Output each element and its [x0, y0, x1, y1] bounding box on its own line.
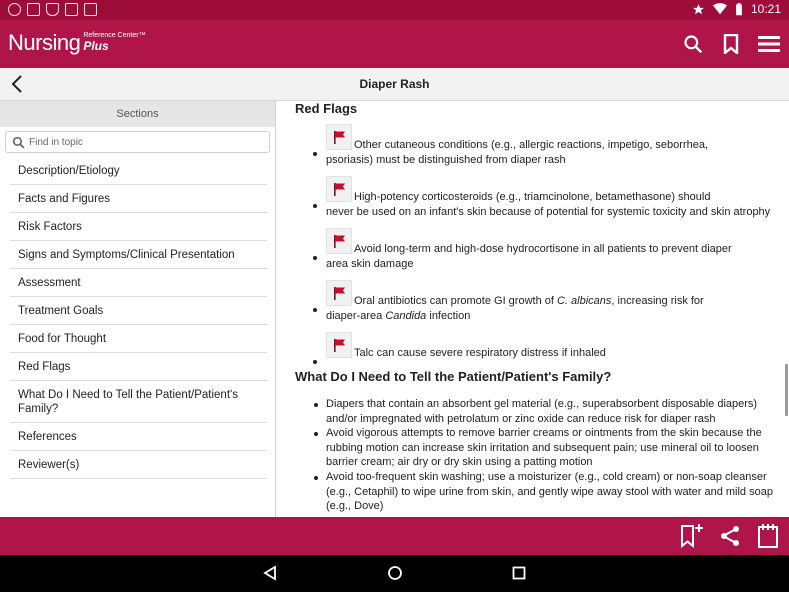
section-item-reviewers[interactable]: Reviewer(s) [10, 451, 267, 479]
sections-header: Sections [0, 101, 275, 127]
red-flag-text-line1: High-potency corticosteroids (e.g., triamcinolone, betamethasone) should [354, 191, 711, 203]
image-icon [27, 3, 40, 16]
clock: 10:21 [750, 2, 781, 16]
section-item-signs-and-symptoms[interactable]: Signs and Symptoms/Clinical Presentation [10, 241, 267, 269]
red-flag-item [295, 124, 783, 168]
red-flag-text-line1: Talc can cause severe respiratory distress if inhaled [354, 347, 606, 359]
section-item-food-for-thought[interactable]: Food for Thought [10, 325, 267, 353]
flag-icon [326, 176, 352, 202]
organism-name: Candida [385, 310, 427, 322]
menu-button[interactable] [757, 32, 781, 56]
brand-sub-top: Reference Center™ [83, 32, 146, 39]
notepad-icon [757, 523, 779, 549]
bottom-actions [679, 523, 781, 549]
section-item-treatment-goals[interactable]: Treatment Goals [10, 297, 267, 325]
section-item-description-etiology[interactable]: Description/Etiology [10, 157, 267, 185]
flag-icon [326, 332, 352, 358]
star-icon [692, 3, 705, 16]
app-actions [681, 32, 781, 56]
share-icon [719, 525, 741, 547]
list-item: Avoid too-frequent skin washing; use a moisturizer (e.g., cold cream) or non-soap cleanser (e.g., Cetaphil) to wipe urine from skin, and gently wipe away stool with water and mild soap (e.g., Dove) [295, 470, 783, 514]
section-item-red-flags[interactable]: Red Flags [10, 353, 267, 381]
nav-recents-button[interactable] [509, 563, 529, 583]
add-bookmark-button[interactable] [679, 523, 705, 549]
flag-icon [326, 280, 352, 306]
red-flag-item [295, 176, 783, 220]
search-icon [683, 34, 703, 54]
sections-sidebar [0, 101, 276, 517]
shield-icon [46, 3, 59, 16]
red-flags-heading: Red Flags [295, 101, 358, 116]
section-item-patient-family[interactable]: What Do I Need to Tell the Patient/Patient's Family? [10, 381, 267, 423]
status-bar [0, 0, 789, 20]
red-flag-item [295, 228, 783, 272]
nav-home-button[interactable] [385, 563, 405, 583]
list-item: Diapers that contain an absorbent gel material (e.g., superabsorbent disposable diapers) and/or impregnated with petrolatum or zinc oxide can reduce risk for diaper rash [295, 397, 783, 426]
flag-icon [326, 124, 352, 150]
red-flag-item [295, 332, 783, 361]
brand-sub-bottom: Plus [83, 39, 109, 53]
search-icon [12, 136, 25, 149]
brand-name: Nursing [8, 30, 81, 55]
find-in-topic-field[interactable] [5, 131, 270, 153]
red-flag-text-rest: psoriasis) must be distinguished from diaper rash [326, 154, 566, 166]
red-flag-text-line1: Avoid long-term and high-dose hydrocortisone in all patients to prevent diaper [354, 243, 732, 255]
flag-icon [326, 228, 352, 254]
section-item-facts-and-figures[interactable]: Facts and Figures [10, 185, 267, 213]
red-flag-item [295, 280, 783, 324]
patient-family-heading: What Do I Need to Tell the Patient/Patient's Family? [295, 369, 612, 384]
red-flag-text-rest: area skin damage [326, 258, 414, 270]
section-item-assessment[interactable]: Assessment [10, 269, 267, 297]
page-title: Diaper Rash [359, 77, 430, 91]
topic-title-bar [0, 68, 789, 101]
square-recents-icon [512, 566, 526, 580]
list-item: Avoid vigorous attempts to remove barrier creams or ointments from the skin because the rubbing motion can increase skin irritation and subsequent pain; use mineral oil to loosen barrier cream; air dry or dry skin using a patting motion [295, 426, 783, 470]
red-flag-text-rest: never be used on an infant's skin because of potential for systemic toxicity and skin atrophy [326, 206, 771, 218]
nav-back-button[interactable] [260, 563, 280, 583]
red-flag-text-line1: Other cutaneous conditions (e.g., allergic reactions, impetigo, seborrhea, [354, 139, 709, 151]
text-segment: , increasing risk for [611, 295, 704, 307]
red-flag-text-line1 [326, 294, 783, 309]
system-navigation-bar [0, 555, 789, 592]
red-flags-list [295, 124, 783, 361]
notification-icons [8, 3, 97, 16]
bottom-action-bar [0, 517, 789, 555]
scrollbar-thumb[interactable] [785, 364, 788, 416]
notification-icon [8, 3, 21, 16]
sections-list [10, 157, 267, 479]
text-segment: infection [426, 310, 471, 322]
red-flag-text-rest [326, 309, 783, 324]
text-segment: diaper-area [326, 310, 386, 322]
app-logo [8, 31, 146, 55]
brand-sub [83, 32, 145, 53]
section-item-risk-factors[interactable]: Risk Factors [10, 213, 267, 241]
file-icon [65, 3, 78, 16]
bookmark-add-icon [680, 523, 704, 549]
email-icon [84, 3, 97, 16]
find-in-topic-input[interactable] [29, 137, 249, 148]
bookmark-icon [723, 34, 739, 54]
section-item-references[interactable]: References [10, 423, 267, 451]
app-bar [0, 20, 789, 68]
notes-button[interactable] [755, 523, 781, 549]
battery-icon [735, 3, 743, 16]
search-button[interactable] [681, 32, 705, 56]
share-button[interactable] [717, 523, 743, 549]
hamburger-icon [758, 35, 780, 53]
circle-home-icon [387, 565, 403, 581]
organism-name: C. albicans [556, 295, 612, 307]
patient-family-list [295, 397, 783, 514]
text-segment: Oral antibiotics can promote GI growth of [354, 295, 557, 307]
bookmarks-button[interactable] [719, 32, 743, 56]
system-status [692, 2, 781, 16]
wifi-icon [713, 3, 727, 15]
triangle-back-icon [262, 565, 278, 581]
topic-content [277, 101, 789, 517]
